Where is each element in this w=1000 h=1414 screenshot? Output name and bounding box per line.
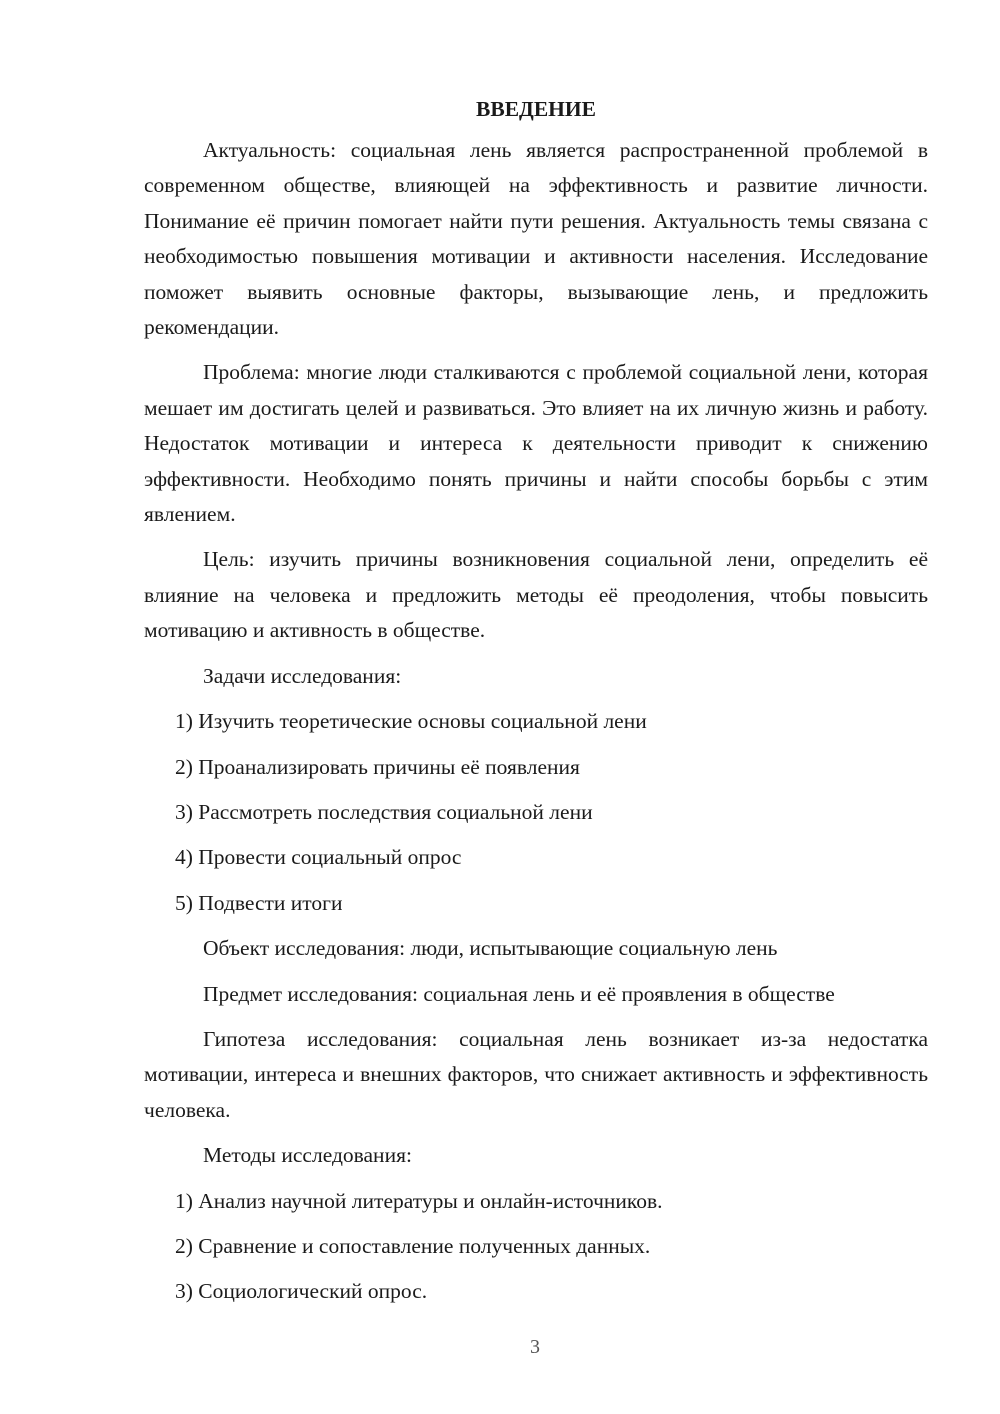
tasks-title: Задачи исследования:	[203, 663, 402, 688]
page-number: 3	[530, 1336, 540, 1358]
method-item: 3) Социологический опрос.	[175, 1279, 428, 1304]
page-heading: ВВЕДЕНИЕ	[476, 97, 596, 121]
task-item: 1) Изучить теоретические основы социальной лени	[175, 709, 647, 734]
object-line: Объект исследования: люди, испытывающие социальную лень	[203, 936, 778, 961]
task-item: 2) Проанализировать причины её появления	[175, 754, 580, 779]
document-page	[144, 92, 928, 1320]
tasks-list	[144, 704, 928, 921]
task-item: 5) Подвести итоги	[175, 890, 343, 915]
task-item: 3) Рассмотреть последствия социальной лени	[175, 799, 593, 824]
problem-paragraph: Проблема: многие люди сталкиваются с проблемой социальной лени, которая мешает им достигать целей и развиваться. Это влияет на их личную жизнь и работу. Недостаток мотивации и интереса к деятельности приводит к снижению эффективности. Необходимо понять причины и найти способы борьбы с этим явлением.	[144, 360, 928, 527]
methods-title: Методы исследования:	[203, 1143, 412, 1168]
method-item: 2) Сравнение и сопоставление полученных данных.	[175, 1233, 651, 1258]
hypothesis-paragraph: Гипотеза исследования: социальная лень возникает из-за недостатка мотивации, интереса и внешних факторов, что снижает активность и эффективность человека.	[144, 1026, 928, 1122]
methods-list	[144, 1184, 928, 1310]
method-item: 1) Анализ научной литературы и онлайн-источников.	[175, 1188, 663, 1213]
goal-paragraph: Цель: изучить причины возникновения социальной лени, определить её влияние на человека и предложить методы её преодоления, чтобы повысить мотивацию и активность в обществе.	[144, 547, 928, 643]
task-item: 4) Провести социальный опрос	[175, 845, 462, 870]
relevance-paragraph: Актуальность: социальная лень является распространенной проблемой в современном обществе, влияющей на эффективность и развитие личности. Понимание её причин помогает найти пути решения. Актуальность темы связана с необходимостью повышения мотивации и активности населения. Исследование поможет выявить основные факторы, вызывающие лень, и предложить рекомендации.	[144, 138, 928, 340]
subject-line: Предмет исследования: социальная лень и её проявления в обществе	[203, 981, 835, 1006]
